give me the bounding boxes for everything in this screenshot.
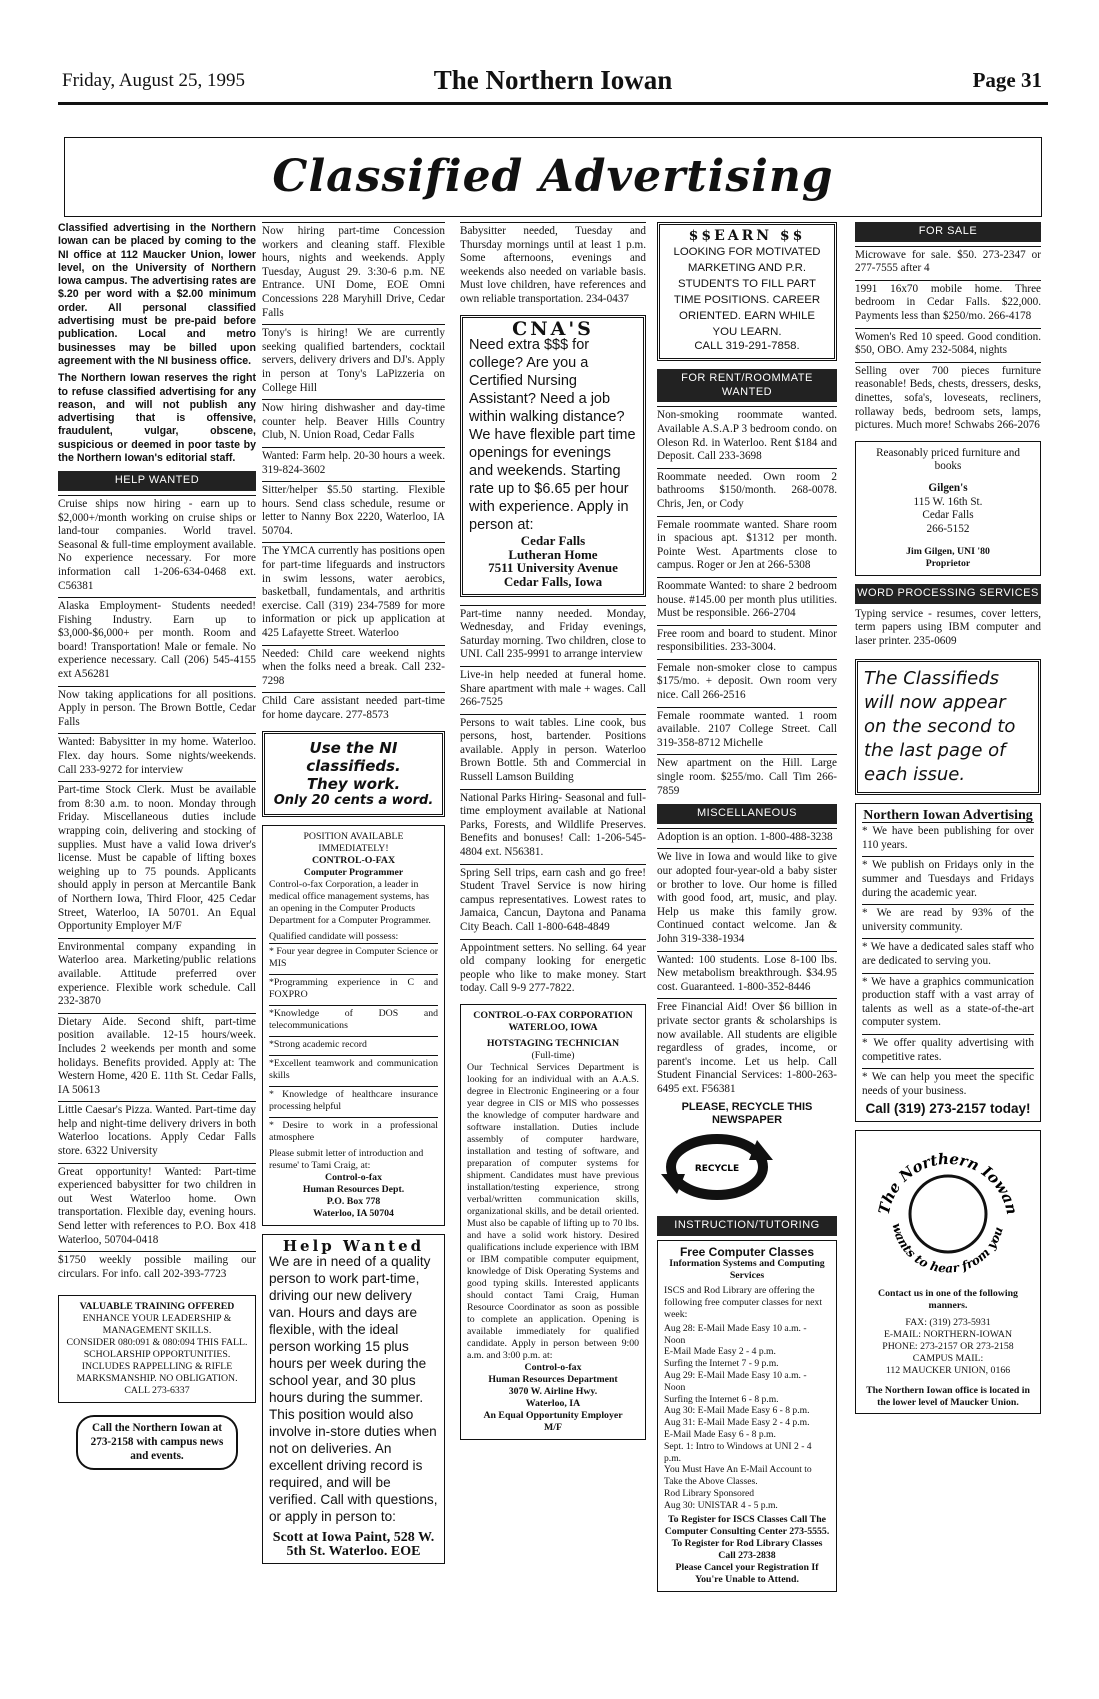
classified-ad: Live-in help needed at funeral home. Share apartment with male + wages. Call 266-7525: [460, 666, 646, 710]
fax-addr: Waterloo, IA 50704: [313, 1207, 394, 1219]
fax-addr: Control-o-fax: [325, 1171, 382, 1183]
schedule-item: E-Mail Made Easy 6 - 8 p.m.: [664, 1429, 776, 1441]
section-help-wanted: HELP WANTED: [58, 471, 256, 491]
recycle-icon: [657, 1132, 777, 1202]
classified-ad: Female non-smoker close to campus $175/mo. + deposit. Own room very nice. Call 266-2516: [657, 659, 837, 703]
promo-line: Only 20 cents a word.: [273, 792, 434, 808]
classes-intro: ISCS and Rod Library are offering the following free computer classes for next week:: [664, 1284, 823, 1320]
recycle-label: RECYCLE: [694, 1163, 740, 1174]
classified-ad: Persons to wait tables. Line cook, bus persons, host, bartender. Positions available. Apply in person. Waterloo Brown Bottle. 5th and Commercial in Russell Lamson Building: [460, 714, 646, 785]
scott-title: Help Wanted: [282, 1236, 425, 1255]
schedule-item: E-Mail Made Easy 2 - 4 p.m.: [664, 1346, 776, 1358]
notice-text: The Classifieds will now appear on the second to the last page of each issue.: [864, 667, 1016, 785]
scott-footer: Scott at Iowa Paint, 528 W. 5th St. Waterloo. EOE: [272, 1530, 435, 1559]
recycle-text: PLEASE, RECYCLE THIS NEWSPAPER: [681, 1100, 813, 1127]
classified-ad: * We have been publishing for over 110 years.: [862, 822, 1034, 852]
schedule-item: Surfing the Internet 7 - 9 p.m.: [664, 1358, 779, 1370]
classified-ad: Cruise ships now hiring - earn up to $2,000+/month working on cruise ships or land-tour companies. World travel. Seasonal & full-time employment available. No experience necessary. For more information call 1-206-634-0468 ext. C56381: [58, 495, 256, 593]
classified-ad: Free room and board to student. Minor responsibilities. 233-3004.: [657, 625, 837, 655]
classified-ad: * We can help you meet the specific needs of your business.: [862, 1068, 1034, 1098]
classified-ad: Now taking applications for all positions. Apply in person. The Brown Bottle, Cedar Falls: [58, 686, 256, 730]
cna-addr: 7511 University Avenue: [488, 560, 618, 576]
cna-addr: Cedar Falls: [520, 533, 586, 549]
ad-list: [460, 605, 646, 996]
contact-line: E-MAIL: NORTHERN-IOWAN: [883, 1328, 1013, 1340]
classified-ad: * We publish on Fridays only in the summer and Tuesdays and Fridays during the academic year.: [862, 856, 1034, 900]
classified-ad: Spring Sell trips, earn cash and go free! Student Travel Service is now hiring campus representatives. Lowest rates to Jamaica, Cancun, Daytona and Panama City Beach. Call 1-800-648-4849: [460, 864, 646, 935]
classified-ad: Wanted: Farm help. 20-30 hours a week. 319-824-3602: [262, 447, 445, 477]
fax-head: POSITION AVAILABLE IMMEDIATELY!: [303, 830, 404, 854]
schedule-item: You Must Have An E-Mail Account to Take the Above Classes.: [664, 1464, 812, 1488]
contact-foot: The Northern Iowan office is located in the lower level of Maucker Union.: [866, 1384, 1030, 1408]
column-3: [460, 222, 646, 1642]
classified-ad: Part-time Stock Clerk. Must be available from 8:30 a.m. to noon. Monday through Friday. Miscellaneous duties include wrapping coin, delivering and stocking of supplies. Must have a valid Iowa driver's license. Must be capable of lifting boxes weighing up to 75 pounds. Applicants should apply in person at Mercantile Bank of Northern Iowa, Third Floor, 425 Cedar Street, Waterloo, IA 50701. An Equal Opportunity Employer M/F: [58, 781, 256, 934]
classified-ad: * We have a graphics communication production staff with a vast array of talents as well as a state-of-the-art computer system.: [862, 973, 1034, 1030]
schedule-item: Aug 29: E-Mail Made Easy 10 a.m. - Noon: [664, 1370, 807, 1393]
cof-addr: Control-o-fax: [524, 1361, 582, 1373]
svg-text:The Northern Iowan: [875, 1150, 1021, 1216]
cof-role: HOTSTAGING TECHNICIAN: [486, 1037, 620, 1049]
cof-body: Our Technical Services Department is looking for an individual with an A.A.S. degree in Electronic Engineering or a four year degree in CIS or MIS who possesses the knowledge of computer hardware and software installation. Duties include assembly of computer hardware, installation and testing of software, and preparation of computer systems for shipment. Candidates must have previous installation/testing experience, strong verbal/written communication skills, organizational skills, and be detail oriented. Must also be capable of lifting up to 70 lbs. and have a solid work history. Desired qualifications include experience with IBM or IBM compatible computer equipment, knowledge of Disk Operating Systems and good typing skills. Interested applicants should contact Tami Craig, Human Resource Coordinator as soon as possible to complete an application. Opening is available immediately for qualified candidate. Apply in person between 9:00 a.m. and 3:00 p.m. at:: [467, 1061, 639, 1361]
earn-box: [657, 222, 837, 361]
qual-list: [269, 943, 438, 1144]
ad-list: [262, 222, 445, 723]
ad-list: [657, 828, 837, 1097]
classified-ad: Alaska Employment- Students needed! Fishing Industry. Earn up to $3,000-$6,000+ per month. Room and board! Transportation! Male or female. No experience necessary. Call (206) 545-4155 ext A56281: [58, 597, 256, 682]
classified-ad: Now hiring dishwasher and day-time counter help. Beaver Hills Country Club, N. Union Road, Cedar Falls: [262, 399, 445, 443]
scott-body: We are in need of a quality person to work part-time, driving our new delivery van. Hours and days are flexible, with the ideal person working 15 plus hours per week during the school year, and 30 plus hours during the summer. This position would also involve in-store duties when not on deliveries. An excellent driving record is required, and will be verified. Call with questions, or apply in person to:: [269, 1254, 438, 1525]
contact-head: Contact us in one of the following manners.: [878, 1287, 1018, 1311]
cna-addr: Lutheran Home: [508, 546, 598, 562]
ni-box: [855, 803, 1041, 1122]
cna-title: CNA'S: [512, 317, 594, 340]
classified-ad: * Knowledge of healthcare insurance processing helpful: [269, 1086, 438, 1113]
cof-addr: M/F: [544, 1421, 562, 1433]
cof-type: (Full-time): [531, 1049, 575, 1061]
column-4: [657, 222, 837, 1642]
intro-text: Classified advertising in the Northern Iowan can be placed by coming to the NI office at 112 Maucker Union, lower level, on the University of Northern Iowa campus. The advertising rates are $.20 per word with a $2.00 minimum order. All personal classified advertising must be pre-paid before publication. Local and metro businesses may be billed upon agreement with the NI business office.: [58, 222, 256, 367]
classified-ad: *Excellent teamwork and communication skills: [269, 1055, 438, 1082]
fax-addr: P.O. Box 778: [326, 1195, 381, 1207]
classified-ad: Dietary Aide. Second shift, part-time position available. 12-15 hours/week. Includes 2 weekends per month and some holidays. Benefits provided. Apply at: The Western Home, 420 E. 11th St. Cedar Falls, IA 50613: [58, 1013, 256, 1098]
classified-ad: * We have a dedicated sales staff who are dedicated to serving you.: [862, 938, 1034, 968]
fax-company: CONTROL-O-FAX: [311, 854, 396, 866]
notice-box: [855, 659, 1041, 795]
fax-addr: Human Resources Dept.: [302, 1183, 405, 1195]
cna-body: Need extra $$$ for college? Are you a Certified Nursing Assistant? Need a job within walking distance? We have flexible part time openings for evenings and weekends. Starting rate up to $6.65 per hour with experience. Apply in person at:: [469, 337, 636, 534]
scott-box: [262, 1234, 445, 1565]
classified-ad: *Programming experience in C and FOXPRO: [269, 974, 438, 1001]
classified-ad: Female roommate wanted. Share room in spacious apt. $1312 per month. Pointe West. Apartments close to campus. Roger or Jen at 266-5308: [657, 516, 837, 573]
contact-line: FAX: (319) 273-5931: [905, 1316, 991, 1328]
fax-role: Computer Programmer: [303, 866, 404, 878]
schedule-item: Aug 30: E-Mail Made Easy 6 - 8 p.m.: [664, 1405, 810, 1417]
gilgen-addr: Cedar Falls: [922, 509, 974, 522]
classes-reg: To Register for ISCS Classes Call The Computer Consulting Center 273-5555.: [664, 1513, 830, 1537]
classified-ad: Free Financial Aid! Over $6 billion in private sector grants & scholarships is now available. All students are eligible regardless of grades, income, or parent's income. Let us help. Call Student Financial Services: 1-800-263-6495 ext. F56381: [657, 998, 837, 1096]
cof-head: CONTROL-O-FAX CORPORATION WATERLOO, IOWA: [473, 1009, 633, 1033]
cof-box: [460, 1004, 646, 1440]
typing-ad: Typing service - resumes, cover letters, term papers using IBM computer and laser printer. 235-0609: [855, 607, 1041, 648]
classes-subtitle: Information Systems and Computing Services: [669, 1257, 825, 1281]
gilgen-box: [855, 441, 1041, 577]
fax-body: Control-o-fax Corporation, a leader in medical office management systems, has an opening in the Computer Products Department for a Computer Programmer.: [269, 878, 431, 926]
cof-addr: Human Resources Department: [488, 1373, 618, 1385]
fax-qual-head: Qualified candidate will possess:: [269, 930, 399, 942]
classified-ad: National Parks Hiring- Seasonal and full-time employment available at National Parks, Forests, and Wildlife Preserves. Benefits and bonuses! Call: 1-206-545-4804 ext. N56381.: [460, 789, 646, 860]
newspaper-seal-icon: [863, 1139, 1033, 1279]
page-header: [58, 62, 1048, 105]
page-number: Page 31: [972, 68, 1042, 92]
classified-ad: Part-time nanny needed. Monday, Wednesday, and Friday evenings, Saturday morning. Two children, close to UNI. Call 235-9991 to arrange interview: [460, 605, 646, 662]
column-5: [855, 222, 1041, 1642]
classified-ad: *Strong academic record: [269, 1036, 438, 1051]
classes-title: Free Computer Classes: [679, 1244, 815, 1259]
cof-addr: Waterloo, IA: [525, 1397, 581, 1409]
gilgen-addr: 115 W. 16th St.: [913, 495, 983, 508]
classified-ad: Sitter/helper $5.50 starting. Flexible hours. Send class schedule, resume or letter to Nanny Box 2220, Waterloo, IA 50704.: [262, 481, 445, 538]
classified-ad: Appointment setters. No selling. 64 year old company looking for energetic people who like to make money. Start today. Call 9-9 277-7822.: [460, 939, 646, 996]
ad-list: [855, 246, 1041, 433]
classified-ad: Women's Red 10 speed. Good condition. $50, OBO. Amy 232-5084, nights: [855, 328, 1041, 358]
contact-box: [855, 1130, 1041, 1414]
classified-ad: Roommate needed. Own room 2 bathrooms $150/month. 268-0078. Chris, Jen, or Cody: [657, 468, 837, 512]
promo-box: [262, 731, 445, 817]
section-misc: MISCELLANEOUS: [657, 804, 837, 824]
training-box: [58, 1295, 256, 1403]
column-1: [58, 222, 256, 1642]
call-box: [76, 1415, 238, 1470]
cof-addr: 3070 W. Airline Hwy.: [508, 1385, 598, 1397]
classified-ad: Non-smoking roommate wanted. Available A.S.A.P 3 bedroom condo. on Oleson Rd. in Waterloo. Rent $184 and Deposit. Call 233-3698: [657, 406, 837, 463]
classified-ad: New apartment on the Hill. Large single room. $255/mo. Call Tim 266-7859: [657, 754, 837, 798]
classified-ad: Adoption is an option. 1-800-488-3238: [657, 828, 837, 845]
schedule-list: [664, 1323, 830, 1512]
contact-line: PHONE: 273-2157 OR 273-2158: [882, 1340, 1014, 1352]
promo-line: Use the NI classifieds.: [306, 738, 401, 775]
section-title: Classified Advertising: [272, 151, 834, 202]
classified-ad: Environmental company expanding in Waterloo area. Marketing/public relations available. Attitude preferred over experience. Flexible work schedule. Call 232-3870: [58, 938, 256, 1009]
training-line: CONSIDER 080:091 & 080:094 THIS FALL. SCHOLARSHIP OPPORTUNITIES. INCLUDES RAPPELLING & RIFLE MARKSMANSHIP. NO OBLIGATION.: [66, 1337, 248, 1385]
gilgen-addr: 266-5152: [926, 522, 970, 535]
classified-ad: Little Caesar's Pizza. Wanted. Part-time day help and night-time delivery drivers in both Waterloo locations. Apply Cedar Falls store. 6322 University: [58, 1101, 256, 1158]
schedule-item: Aug 30: UNISTAR 4 - 5 p.m.: [664, 1499, 778, 1511]
ad-list: [657, 406, 837, 798]
gilgen-owner: Jim Gilgen, UNI '80: [906, 546, 990, 558]
classified-ad: Now hiring part-time Concession workers and cleaning staff. Flexible hours, nights and weekends. Apply Tuesday, August 29. 3:30-6 p.m. NE Entrance. UNI Dome, EOE Omni Concessions 228 Maryhill Drive, Cedar Falls: [262, 222, 445, 320]
seal-bottom: wants to hear from you: [889, 1221, 1006, 1276]
fax-apply: Please submit letter of introduction and resume' to Tami Craig, at:: [269, 1147, 424, 1171]
classified-ad: Female roommate wanted. 1 room available. 2107 College Street. Call 319-358-8712 Michelle: [657, 707, 837, 751]
ni-title: Northern Iowan Advertising: [863, 807, 1033, 823]
earn-body: LOOKING FOR MOTIVATED MARKETING AND P.R. STUDENTS TO FILL PART TIME POSITIONS. CAREER ORIENTED. EARN WHILE YOU LEARN.: [673, 245, 821, 338]
gilgen-head: Reasonably priced furniture and books: [876, 446, 1020, 473]
section-for-rent: FOR RENT/ROOMMATE WANTED: [657, 369, 837, 402]
policy-text: The Northern Iowan reserves the right to refuse classified advertising for any reason, and will not publish any advertising that is offensive, fraudulent, vulgar, obscene, suspicious or deemed in poor taste by the Northern Iowan's editorial staff.: [58, 372, 256, 465]
schedule-item: Sept. 1: Intro to Windows at UNI 2 - 4 p.m.: [664, 1440, 812, 1464]
section-banner: [64, 137, 1042, 217]
schedule-item: Aug 31: E-Mail Made Easy 2 - 4 p.m.: [664, 1417, 810, 1429]
classified-ad: Child Care assistant needed part-time for home daycare. 277-8573: [262, 692, 445, 722]
training-line: ENHANCE YOUR LEADERSHIP & MANAGEMENT SKILLS.: [82, 1313, 232, 1337]
seal-top: The Northern Iowan: [874, 1149, 1022, 1217]
schedule-item: Rod Library Sponsored: [664, 1488, 755, 1500]
classified-ad: Selling over 700 pieces furniture reasonable! Beds, chests, dressers, desks, dinettes, sofa's, loveseats, recliners, rollaway beds, bedroom sets, lamps, pictures. Much more! Schwabs 266-2076: [855, 362, 1041, 433]
schedule-item: Aug 28: E-Mail Made Easy 10 a.m. - Noon: [664, 1322, 807, 1346]
schedule-item: Surfing the Internet 6 - 8 p.m.: [664, 1393, 779, 1405]
classified-ad: Wanted: Babysitter in my home. Waterloo. Flex. day hours. Some nights/weekends. Call 233-9272 for interview: [58, 733, 256, 777]
call-text: Call the Northern Iowan at 273-2158 with campus news and events.: [90, 1422, 224, 1462]
contact-line: 112 MAUCKER UNION, 0166: [885, 1364, 1011, 1376]
classified-ad: * Desire to work in a professional atmosphere: [269, 1117, 438, 1144]
cof-addr: An Equal Opportunity Employer: [483, 1409, 623, 1421]
ni-list: [862, 822, 1034, 1098]
section-word-processing: WORD PROCESSING SERVICES: [855, 584, 1041, 604]
ni-phone: Call (319) 273-2157 today!: [865, 1101, 1031, 1117]
classified-ad: Roommate Wanted: to share 2 bedroom house. #145.00 per month plus utilities. Must be responsible. 266-2704: [657, 577, 837, 621]
section-instruction: INSTRUCTION/TUTORING: [657, 1216, 837, 1236]
cna-box: [460, 315, 646, 597]
classified-ad: Microwave for sale. $50. 273-2347 or 277-7555 after 4: [855, 246, 1041, 276]
classified-ad: *Knowledge of DOS and telecommunications: [269, 1005, 438, 1032]
promo-line: They work.: [306, 774, 401, 793]
classes-reg: To Register for Rod Library Classes Call 273-2838: [671, 1537, 823, 1561]
classified-ad: * We are read by 93% of the university community.: [862, 904, 1034, 934]
gilgen-name: Gilgen's: [928, 481, 968, 494]
gilgen-title: Proprietor: [925, 558, 971, 570]
classified-ad: 1991 16x70 mobile home. Three bedroom in Cedar Falls. $22,000. Payments less than $250/mo. 266-4178: [855, 280, 1041, 324]
earn-phone: CALL 319-291-7858.: [694, 339, 800, 352]
classes-box: [657, 1240, 837, 1592]
classified-ad: Great opportunity! Wanted: Part-time experienced babysitter for two children in out West Waterloo home. Own transportation. Flexible day, evening hours. Send letter with references to P.O. Box 418 Waterloo, 50704-0418: [58, 1163, 256, 1248]
earn-title: $$EARN $$: [688, 228, 806, 244]
classes-reg: Please Cancel your Registration If You're Unable to Attend.: [675, 1561, 819, 1585]
issue-date: Friday, August 25, 1995: [62, 70, 245, 91]
column-2: [262, 222, 445, 1642]
classified-ad: * We offer quality advertising with competitive rates.: [862, 1034, 1034, 1064]
training-head: VALUABLE TRAINING OFFERED: [79, 1301, 235, 1313]
fax-box: [262, 825, 445, 1226]
masthead: The Northern Iowan: [433, 65, 673, 95]
ad-list: [460, 222, 646, 307]
classified-ad: Tony's is hiring! We are currently seeking qualified bartenders, cocktail servers, delivery drivers and DJ's. Apply in person at Tony's LaPizzeria on College Hill: [262, 324, 445, 395]
classified-ad: Needed: Child care weekend nights when the folks need a break. Call 232-7298: [262, 645, 445, 689]
classified-ad: * Four year degree in Computer Science or MIS: [269, 943, 438, 970]
contact-line: CAMPUS MAIL:: [912, 1352, 984, 1364]
classified-ad: Babysitter needed, Tuesday and Thursday mornings until at least 1 p.m. Some afternoons, evenings and weekends also needed on variable basis. Must love children, have references and own reliable transportation. 234-0437: [460, 222, 646, 307]
classified-ad: The YMCA currently has positions open for part-time lifeguards and instructors in swim lessons, water aerobics, basketball, fundamentals, and arthritis exercise. Call (319) 234-7589 for more information or pick up application at 425 Lafayette Street. Waterloo: [262, 542, 445, 640]
training-line: CALL 273-6337: [124, 1385, 190, 1397]
classified-ad: $1750 weekly possible mailing our circulars. For info. call 202-393-7723: [58, 1251, 256, 1281]
classified-ad: We live in Iowa and would like to give our adopted four-year-old a baby sister or brother to love. Our home is filled with good food, art, music, and play. Help us make this family grow. Continued contact welcome. Jan & John 319-338-1934: [657, 848, 837, 946]
classified-ad: Wanted: 100 students. Lose 8-100 lbs. New metabolism breakthrough. $34.95 cost. Guaranteed. 1-800-352-8446: [657, 951, 837, 995]
ad-list: [58, 495, 256, 1281]
section-for-sale: FOR SALE: [855, 222, 1041, 242]
cna-addr: Cedar Falls, Iowa: [503, 573, 603, 589]
